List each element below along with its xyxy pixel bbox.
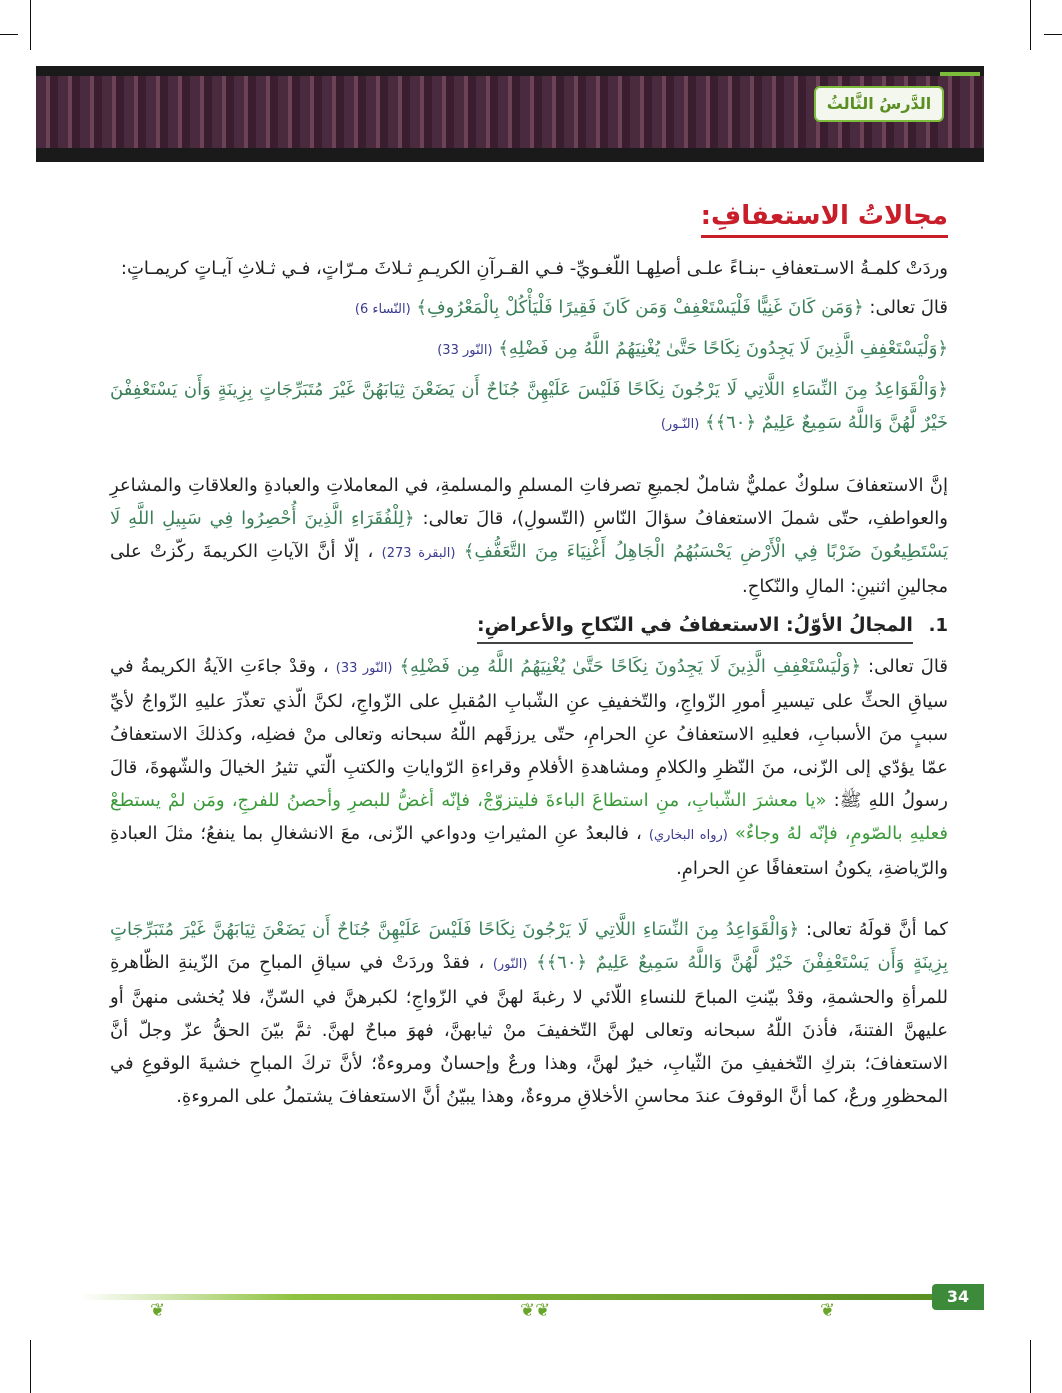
ref-nisa: (النّساء 6): [354, 302, 411, 317]
crop-mark: [1044, 34, 1062, 35]
hadith-text: «يا معشرَ الشّبابِ، منِ استطاعَ الباءةَ فليتزوّجْ، فإنّه أغضُّ للبصرِ وأحصنُ للفرجِ، ومَن لمْ يستطعْ فعليهِ بالصّومِ، فإنّه لهُ وجاءٌ»: [110, 790, 948, 844]
field1-heading: [110, 609, 948, 644]
banner-bottom-bar: [36, 148, 984, 162]
ayah-line-1: [110, 291, 948, 326]
field2-ref: (النّور): [492, 957, 528, 972]
ayah-line-2: [110, 332, 948, 367]
crop-mark: [30, 1340, 31, 1393]
banner-accent: [940, 72, 980, 76]
ref-nur-33: (النّور 33): [437, 343, 493, 358]
field2-ayah: ﴿وَالْقَوَاعِدُ مِنَ النِّسَاءِ اللَّاتِي لَا يَرْجُونَ نِكَاحًا فَلَيْسَ عَلَيْهِنَّ جُنَاحٌ أَن يَضَعْنَ ثِيَابَهُنَّ غَيْرَ مُتَبَرِّجَاتٍ بِزِينَةٍ وَأَن يَسْتَعْفِفْنَ خَيْرٌ لَّهُنَّ وَاللَّهُ سَمِيعٌ عَلِيمٌ ﴿٦٠﴾﴾: [110, 919, 948, 973]
field1-number: 1.: [928, 615, 948, 636]
footer-line: [80, 1294, 940, 1300]
general-paragraph: [110, 469, 948, 603]
spacer: [110, 891, 948, 913]
footer-ornament-icon: ❦: [150, 1300, 166, 1321]
ayah-nisa: ﴿وَمَن كَانَ غَنِيًّا فَلْيَسْتَعْفِفْ وَمَن كَانَ فَقِيرًا فَلْيَأْكُلْ بِالْمَعْرُوفِ﴾: [416, 297, 864, 318]
field1-text1: ، وقدْ جاءَتِ الآيةُ الكريمةُ في سياقِ الحثِّ على تيسيرِ أمورِ الزّواجِ، والتّخفيفِ عنِ الشّبابِ المُقبلِ على الزّواجِ، لكنَّ الّذي تعذّرَ عليهِ الزّواجُ لأيِّ سببٍ منَ الأسبابِ، فعليهِ الاستعفافُ عنِ الحرامِ، حتّى يرزقَهم اللّهُ سبحانه وتعالى منْ فضلِه، وكذلكَ الاستعفافُ عمّا يؤدّي إلى الزّنى، منَ النّظرِ والكلامِ ومشاهدةِ الأفلامِ وقراءةِ الرّواياتِ والكتبِ الّتي تثيرُ الخيالَ والشّهوةَ، قالَ رسولُ اللهِ ﷺ:: [110, 656, 948, 811]
general-text-end: ، إلّا أنَّ الآياتِ الكريمةَ ركّزتْ على مجالينِ اثنينِ: المالِ والنّكاحِ.: [110, 541, 948, 597]
crop-mark: [30, 0, 31, 50]
section-title: مجالاتُ الاستعفافِ:: [701, 200, 948, 238]
general-text-start: إنَّ الاستعفافَ سلوكٌ عمليٌّ شاملٌ لجميعِ تصرفاتِ المسلمِ والمسلمةِ، في المعاملاتِ والعبادةِ والعلاقاتِ والمشاعرِ والعواطفِ، حتّى شملَ الاستعفافُ سؤالَ النّاسِ (التّسولِ)، قالَ تعالى:: [110, 475, 948, 529]
ayah-baqara: ﴿لِلْفُقَرَاءِ الَّذِينَ أُحْصِرُوا فِي سَبِيلِ اللَّهِ لَا يَسْتَطِيعُونَ ضَرْبًا فِي الْأَرْضِ يَحْسَبُهُمُ الْجَاهِلُ أَغْنِيَاءَ مِنَ التَّعَفُّفِ﴾: [110, 508, 948, 562]
crop-mark: [1030, 0, 1031, 50]
footer-ornament-icon: ❦: [820, 1300, 836, 1321]
intro-paragraph: [110, 252, 948, 285]
ayah-line-3: [110, 373, 948, 441]
ref-nur-60: (النّـور): [660, 417, 700, 432]
intro-text: وردَتْ كلمـةُ الاسـتعفافِ -بنـاءً علـى أصلِهـا اللّغـويِّ- فـي القـرآنِ الكريـمِ ثـلاثَ مـرّاتٍ، فـي ثـلاثِ آيـاتٍ كريمـاتٍ:: [120, 258, 948, 279]
field1-text2: ، فالبعدُ عنِ المثيراتِ ودواعي الزّنى، معَ الانشغالِ بما ينفعُ؛ مثلَ العبادةِ والرّياضةِ، يكونُ استعفافًا عنِ الحرامِ.: [110, 823, 948, 879]
field2-text: ، فقدْ وردَتْ في سياقِ المباحِ منَ الزّينةِ الظّاهرةِ للمرأةِ والحشمةِ، وقدْ بيّنتِ المباحَ للنساءِ اللّائي لا رغبةَ لهنَّ في الزّواجِ؛ لكبرهنَّ في السّنِّ، فلا يُخشى منهنَّ أو عليهنَّ الفتنةَ، فأذنَ اللّهُ سبحانه وتعالى لهنَّ التّخفيفَ منْ ثيابهنَّ، فهوَ مباحٌ لهنَّ. ثمَّ بيّنَ الحقُّ عزّ وجلّ أنَّ الاستعفافَ؛ بتركِ التّخفيفِ منَ الثّيابِ، خيرٌ لهنَّ، وهذا ورعٌ وإحسانٌ ومروءةٌ؛ لأنَّ تركَ المباحِ خشيةَ الوقوعِ في المحظورِ ورعٌ، كما أنَّ الوقوفَ عندَ محاسنِ الأخلاقِ مروءةٌ، وهذا يبيّنُ أنَّ الاستعفافَ يشتملُ على المروءةِ.: [110, 952, 948, 1107]
field1-ref: (النّور 33): [335, 661, 393, 676]
ayah-nur-33: ﴿وَلْيَسْتَعْفِفِ الَّذِينَ لَا يَجِدُونَ نِكَاحًا حَتَّىٰ يُغْنِيَهُمُ اللَّهُ مِن فَضْلِهِ﴾: [498, 338, 948, 359]
field2-paragraph: [110, 913, 948, 1113]
crop-mark: [0, 34, 18, 35]
lesson-label: الدَّرسُ الثَّالثُ: [814, 86, 944, 122]
ayah-nur-60: ﴿وَالْقَوَاعِدُ مِنَ النِّسَاءِ اللَّاتِي لَا يَرْجُونَ نِكَاحًا فَلَيْسَ عَلَيْهِنَّ جُنَاحٌ أَن يَضَعْنَ ثِيَابَهُنَّ غَيْرَ مُتَبَرِّجَاتٍ بِزِينَةٍ وَأَن يَسْتَعْفِفْنَ خَيْرٌ لَّهُنَّ وَاللَّهُ سَمِيعٌ عَلِيمٌ ﴿٦٠﴾﴾: [110, 379, 948, 433]
field1-ayah: ﴿وَلْيَسْتَعْفِفِ الَّذِينَ لَا يَجِدُونَ نِكَاحًا حَتَّىٰ يُغْنِيَهُمُ اللَّهُ مِن فَضْلِهِ﴾: [399, 656, 861, 677]
page-content: [110, 200, 948, 1119]
footer-ornament-icon: ❦❦: [520, 1300, 551, 1321]
banner-top-bar: [36, 66, 984, 76]
ref-baqara: (البقرة 273): [381, 546, 456, 561]
qala-label: قالَ تعالى:: [863, 297, 948, 318]
field1-qala: قالَ تعالى:: [861, 656, 948, 677]
spacer: [110, 447, 948, 469]
field1-paragraph: [110, 650, 948, 885]
crop-mark: [1030, 1340, 1031, 1393]
hadith-ref: (رواه البخاري): [648, 828, 728, 843]
page-number: 34: [932, 1284, 984, 1310]
field2-start: كما أنَّ قولَهُ تعالى:: [799, 919, 948, 940]
field1-title: المجالُ الأوّلُ: الاستعفافُ في النّكاحِ والأعراضِ:: [477, 609, 913, 644]
